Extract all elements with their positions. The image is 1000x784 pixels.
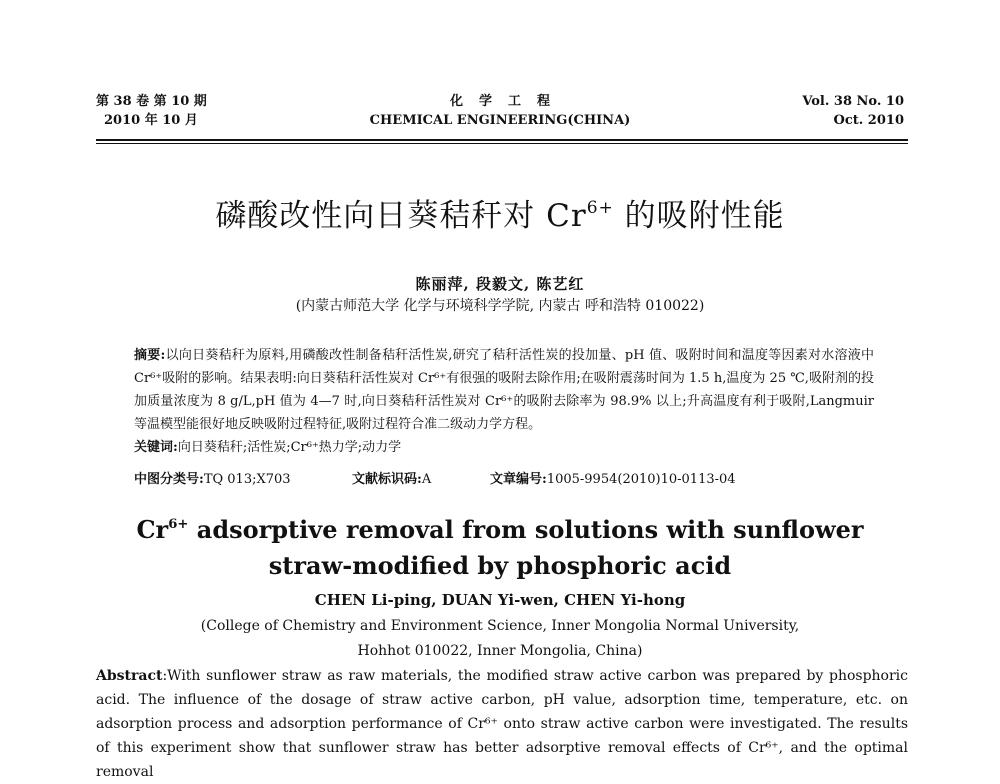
doc-code-value: A (421, 472, 432, 487)
doc-code-label: 文献标识码: (352, 472, 422, 487)
header-center (300, 92, 700, 130)
clc-value: TQ 013;X703 (203, 472, 291, 487)
keywords-cn-text: 向日葵秸秆;活性炭;Cr⁶⁺热力学;动力学 (177, 440, 402, 455)
journal-name-en: CHEMICAL ENGINEERING(CHINA) (369, 113, 631, 128)
doc-code (352, 468, 490, 487)
classification-row (134, 468, 736, 487)
journal-name-cn: 化学工程 (449, 94, 566, 109)
keywords-cn (134, 436, 874, 459)
header-left (96, 92, 207, 130)
article-number-label: 文章编号: (490, 472, 547, 487)
title-cn-post: 的吸附性能 (613, 198, 785, 234)
abstract-cn (134, 344, 874, 436)
title-en-cr: Cr (136, 515, 169, 544)
affiliation-en (0, 614, 1000, 664)
abstract-cn-label: 摘要: (134, 348, 166, 363)
abstract-cn-text: 以向日葵秸秆为原料,用磷酸改性制备秸秆活性炭,研究了秸秆活性炭的投加量、pH 值、吸附时间和温度等因素对水溶液中 Cr⁶⁺吸附的影响。结果表明:向日葵秸秆活性炭对 Cr⁶⁺有很强的吸附去除作用;在吸附震荡时间为 1.5 h,温度为 25 ℃,吸附剂的投加质量浓度为 8 g/L,pH 值为 4—7 时,向日葵秸秆活性炭对 Cr⁶⁺的吸附去除率为 98.9% 以上;升高温度有利于吸附,Langmuir 等温模型能很好地反映吸附过程特征,吸附过程符合准二级动力学方程。 (134, 348, 874, 432)
volume-issue-cn: 第 38 卷 第 10 期 (96, 94, 207, 109)
title-cn (0, 196, 1000, 236)
title-en-sup: 6+ (168, 517, 189, 533)
title-en-line1 (0, 512, 1000, 548)
authors-cn: 陈丽萍, 段毅文, 陈艺红 (415, 275, 585, 293)
date-en: Oct. 2010 (833, 113, 904, 128)
abstract-en-label: Abstract (96, 668, 163, 684)
abstract-en-text: :With sunflower straw as raw materials, the modified straw active carbon was prepared by phosphoric acid. The influence of the dosage of straw active carbon, pH value, adsorption time, temperature, etc. on adsorption process and adsorption performance of Cr⁶⁺ onto straw active carbon were investigated. The results of this experiment show that sunflower straw has better adsorptive removal effects of Cr⁶⁺, and the optimal removal (96, 668, 908, 780)
authors-en: CHEN Li-ping, DUAN Yi-wen, CHEN Yi-hong (314, 591, 686, 609)
affiliation-cn: (内蒙古师范大学 化学与环境科学学院, 内蒙古 呼和浩特 010022) (295, 298, 705, 314)
title-cn-pre: 磷酸改性向日葵秸秆对 Cr (215, 198, 587, 234)
affiliation-en-line1: (College of Chemistry and Environment Science, Inner Mongolia Normal University, (200, 618, 800, 634)
header-right (802, 92, 904, 130)
header-rule-thick (96, 139, 908, 141)
clc-label: 中图分类号: (134, 472, 204, 487)
header-rule-thin (96, 143, 908, 144)
clc-number (134, 468, 352, 487)
abstract-en (96, 664, 908, 784)
title-cn-sup: 6+ (586, 198, 614, 219)
article-number-value: 1005-9954(2010)10-0113-04 (546, 472, 736, 487)
abstract-cn-block (134, 344, 874, 459)
title-en (0, 512, 1000, 584)
date-cn: 2010 年 10 月 (104, 113, 198, 128)
volume-issue-en: Vol. 38 No. 10 (802, 94, 904, 109)
title-en-line1-rest: adsorptive removal from solutions with sunflower (188, 515, 864, 544)
article-number (490, 468, 736, 487)
title-en-line2: straw-modified by phosphoric acid (268, 551, 732, 580)
affiliation-en-line2: Hohhot 010022, Inner Mongolia, China) (357, 643, 643, 659)
keywords-cn-label: 关键词: (134, 440, 178, 455)
